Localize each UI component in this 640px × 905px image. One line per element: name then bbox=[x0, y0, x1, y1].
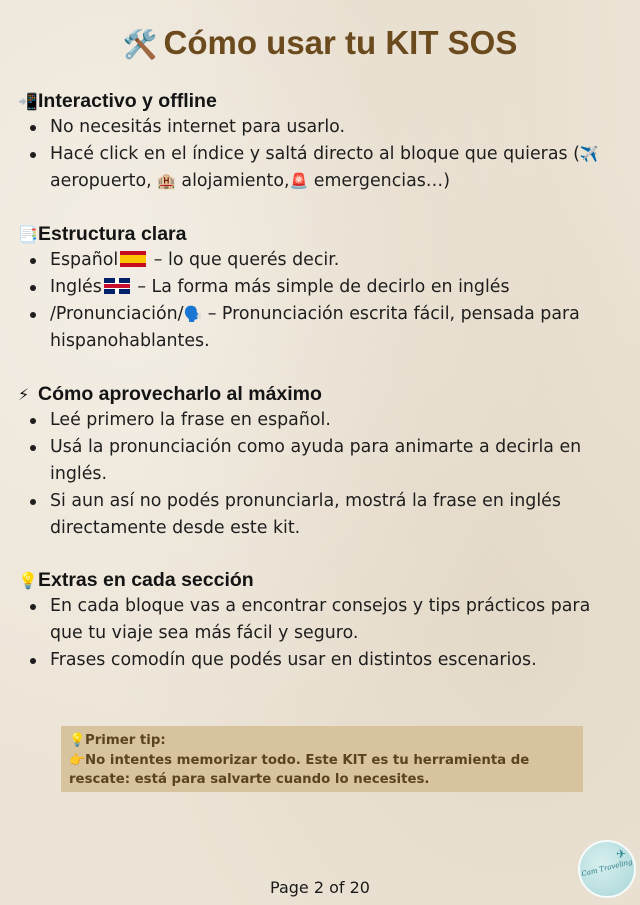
section-heading-text: Estructura clara bbox=[38, 223, 187, 245]
section-estructura bbox=[18, 221, 628, 355]
tip-label: Primer tip: bbox=[85, 733, 166, 748]
tip-label-line bbox=[69, 731, 575, 751]
page-title-text: Cómo usar tu KIT SOS bbox=[163, 24, 518, 61]
lightbulb-icon: 💡 bbox=[18, 571, 38, 590]
document-icon: 📑 bbox=[18, 225, 38, 244]
list-item: /Pronunciación/🗣️ – Pronunciación escrita fácil, pensada para hispanohablantes. bbox=[18, 301, 628, 355]
section-interactivo bbox=[18, 88, 628, 195]
spain-flag-icon bbox=[120, 251, 146, 267]
list-item: Frases comodín que podés usar en distintos escenarios. bbox=[18, 647, 628, 674]
section-extras bbox=[18, 567, 628, 674]
hotel-icon: 🏨 bbox=[157, 172, 176, 190]
section-heading-text: Cómo aprovecharlo al máximo bbox=[38, 383, 322, 405]
section-heading-text: Extras en cada sección bbox=[38, 569, 254, 591]
section-heading bbox=[18, 567, 628, 593]
tip-text: No intentes memorizar todo. Este KIT es tu herramienta de rescate: está para salvarte cuando lo necesites. bbox=[69, 752, 530, 787]
page-number: Page 2 of 20 bbox=[270, 878, 370, 897]
pointing-hand-icon: 👉 bbox=[69, 752, 86, 768]
plane-icon: ✈ bbox=[615, 847, 626, 861]
logo-text: Cam Traveling bbox=[580, 857, 634, 879]
lightning-icon: ⚡ bbox=[18, 385, 30, 404]
section-heading-text: Interactivo y offline bbox=[38, 90, 217, 112]
section-heading bbox=[18, 221, 628, 247]
siren-icon: 🚨 bbox=[289, 172, 309, 190]
section-aprovechar bbox=[18, 381, 628, 542]
page-title bbox=[0, 24, 640, 62]
bullet-list bbox=[18, 593, 628, 674]
list-item: No necesitás internet para usarlo. bbox=[18, 114, 628, 141]
list-item: En cada bloque vas a encontrar consejos y tips prácticos para que tu viaje sea más fácil y seguro. bbox=[18, 593, 628, 647]
speaking-head-icon: 🗣️ bbox=[183, 305, 203, 323]
mobile-arrow-icon: 📲 bbox=[18, 92, 38, 111]
list-item: Hacé click en el índice y saltá directo al bloque que quieras (✈️ aeropuerto, 🏨 alojamiento,🚨 emergencias…) bbox=[18, 141, 628, 195]
list-item: Leé primero la frase en español. bbox=[18, 407, 628, 434]
bullet-list bbox=[18, 114, 628, 195]
list-item: Si aun así no podés pronunciarla, mostrá la frase en inglés directamente desde este kit. bbox=[18, 488, 628, 542]
list-item: Español – lo que querés decir. bbox=[18, 247, 628, 274]
lightbulb-icon: 💡 bbox=[69, 733, 86, 748]
tip-text-line bbox=[69, 751, 575, 790]
list-item: Inglés – La forma más simple de decirlo en inglés bbox=[18, 274, 628, 301]
section-heading bbox=[18, 381, 628, 407]
tip-box bbox=[61, 726, 583, 792]
bullet-list bbox=[18, 247, 628, 355]
bullet-list bbox=[18, 407, 628, 542]
uk-flag-icon bbox=[104, 278, 130, 294]
tools-icon: 🛠️ bbox=[122, 28, 158, 61]
section-heading bbox=[18, 88, 628, 114]
airplane-icon: ✈️ bbox=[579, 145, 599, 163]
list-item: Usá la pronunciación como ayuda para animarte a decirla en inglés. bbox=[18, 434, 628, 488]
